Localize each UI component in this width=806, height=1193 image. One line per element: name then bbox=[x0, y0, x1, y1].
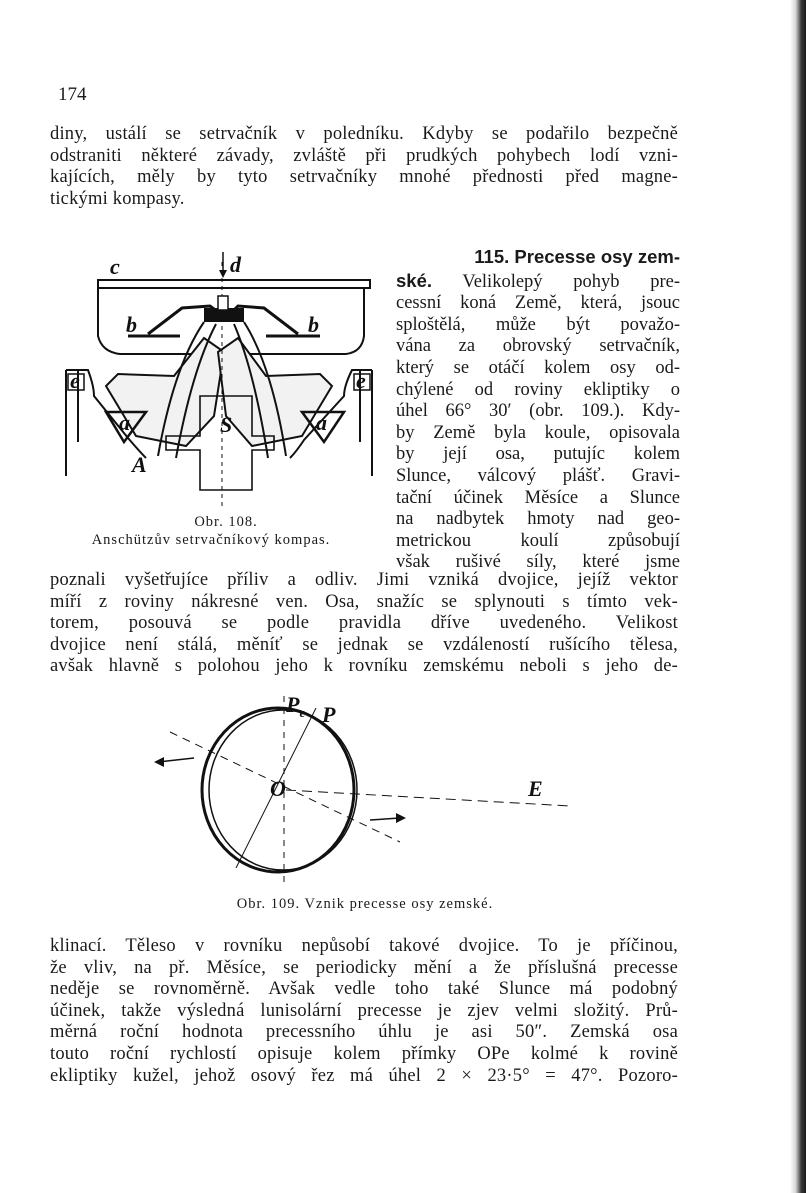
section-line: metrickou koulí způsobují bbox=[396, 530, 680, 551]
section-line: by Země byla koule, opisovala bbox=[396, 422, 680, 443]
text-line: diny, ustálí se setrvačník v poledníku. Kdyby se podařilo bezpečně bbox=[50, 124, 678, 144]
force-arrow-right-head bbox=[396, 813, 406, 823]
section-line: vána za obrovský setrvačník, bbox=[396, 336, 680, 357]
section-line: na nadbytek hmoty nad geo- bbox=[396, 509, 680, 530]
text-line: dvojice není stálá, měníť se jednak se vzdáleností rušícího tělesa, bbox=[50, 634, 678, 655]
label-E: E bbox=[528, 776, 543, 801]
fig108-number: Obr. 108. bbox=[194, 514, 258, 530]
section-line: úhel 66° 30′ (obr. 109.). Kdy- bbox=[396, 401, 680, 422]
figure-108-compass bbox=[54, 246, 384, 516]
text-line: avšak hlavně s polohou jeho k rovníku zemskému neboli s jeho de- bbox=[50, 656, 678, 677]
text-line: účinek, takže výsledná lunisolární precesse je zjev velmi složitý. Prů- bbox=[50, 1000, 678, 1021]
section-line: chýlené od roviny ekliptiky o bbox=[396, 379, 680, 400]
label-Pe-main: P bbox=[286, 692, 300, 717]
paragraph-3 bbox=[50, 936, 678, 1087]
page-edge-shadow bbox=[790, 0, 806, 1193]
section-line: však rušivé síly, které jsme bbox=[396, 552, 680, 573]
section-line: tační účinek Měsíce a Slunce bbox=[396, 487, 680, 508]
figure-109-precession bbox=[150, 688, 580, 884]
text-line: tickými kompasy. bbox=[50, 188, 185, 209]
label-Pe-sub: e bbox=[299, 705, 306, 720]
text-line: měrná roční hodnota precessního úhlu je asi 50″. Zemská osa bbox=[50, 1022, 678, 1043]
label-A: A bbox=[132, 452, 147, 477]
spindle-d bbox=[218, 296, 228, 310]
fig109-caption: Obr. 109. Vznik precesse osy zemské. bbox=[236, 896, 494, 912]
text-line: ekliptiky kužel, jehož osový řez má úhel 2 × 23·5° = 47°. Pozoro- bbox=[50, 1065, 678, 1086]
section-line bbox=[396, 270, 680, 294]
intro-paragraph bbox=[50, 124, 678, 210]
force-arrow-right bbox=[370, 818, 400, 820]
text-line: míří z roviny nákresné ven. Osa, snažíc se splynouti s tímto vek- bbox=[50, 591, 678, 612]
housing-top-plate bbox=[98, 280, 370, 288]
text-line: neděje se rovnoměrně. Avšak vedle toho také Slunce má podobný bbox=[50, 979, 678, 1000]
label-a-right: a bbox=[316, 410, 327, 435]
text-line: odstraniti některé závady, zvláště při prudkých pohybech lodí vzni- bbox=[50, 145, 678, 166]
label-d: d bbox=[230, 252, 241, 277]
label-a-left: a bbox=[119, 410, 130, 435]
text-line: touto roční rychlostí opisuje kolem přímky OPe kolmé k rovině bbox=[50, 1043, 678, 1064]
page-number: 174 bbox=[58, 84, 87, 105]
paragraph-2 bbox=[50, 570, 678, 678]
label-c: c bbox=[110, 254, 120, 279]
label-b-right: b bbox=[308, 312, 319, 337]
arrow-d-head bbox=[219, 270, 227, 278]
fig108-caption: Anschützův setrvačníkový kompas. bbox=[91, 532, 331, 548]
text-line: torem, posouvá se podle pravidla dříve uvedeného. Velikost bbox=[50, 613, 678, 634]
force-arrow-left-head bbox=[154, 757, 164, 767]
text-line: kajících, měly by tyto setrvačníky mnohé přednosti před magne- bbox=[50, 167, 678, 188]
section-heading-cont: ské. bbox=[396, 269, 433, 291]
label-P: P bbox=[322, 702, 336, 727]
text-line: že vliv, na př. Měsíce, se periodicky mění a že příslušná precesse bbox=[50, 957, 678, 978]
section-heading: 115. Precesse osy zem- bbox=[474, 246, 680, 267]
label-b-left: b bbox=[126, 312, 137, 337]
text-line: klinací. Těleso v rovníku nepůsobí takové dvojice. To je příčinou, bbox=[50, 936, 678, 956]
section-heading-line bbox=[396, 246, 680, 270]
label-O: O bbox=[270, 776, 286, 801]
section-line: sploštělá, může být považo- bbox=[396, 314, 680, 335]
label-Pe bbox=[285, 692, 305, 720]
label-e-left: e bbox=[70, 368, 80, 393]
text-line: poznali vyšetřujíce příliv a odliv. Jimi vzniká dvojice, jejíž vektor bbox=[50, 570, 678, 590]
section-text: Velikolepý pohyb pre- bbox=[462, 271, 680, 292]
section-line: by její osa, putujíc kolem bbox=[396, 444, 680, 465]
section-line: Slunce, válcový plášť. Gravi- bbox=[396, 465, 680, 486]
label-e-right: e bbox=[356, 368, 366, 393]
section-line: který se otáčí kolem osy od- bbox=[396, 357, 680, 378]
label-S: S bbox=[220, 412, 233, 437]
section-line: cessní koná Země, která, jsouc bbox=[396, 293, 680, 314]
section-115 bbox=[396, 246, 680, 574]
